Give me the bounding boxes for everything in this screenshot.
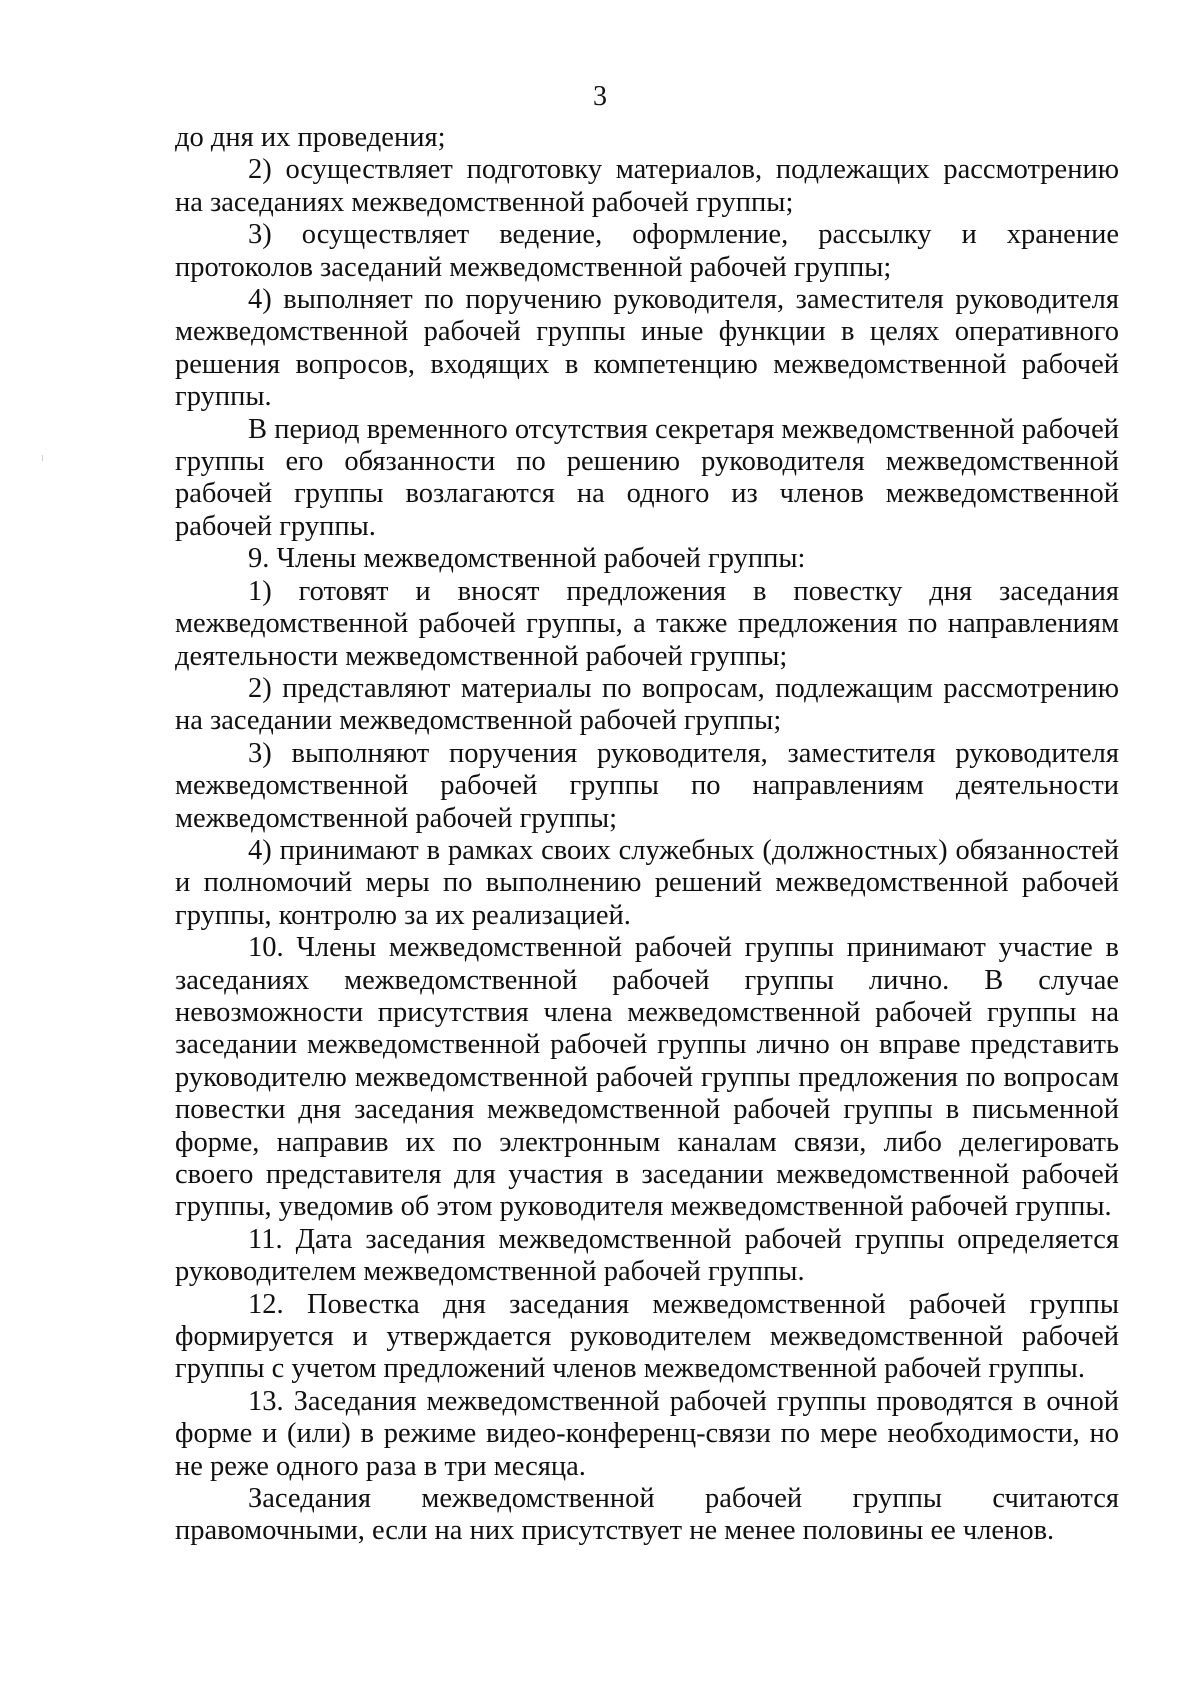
paragraph-members-duty-2: 2) представляют материалы по вопросам, подлежащим рассмотрению на заседании межведомственной рабочей группы; — [175, 672, 1119, 737]
paragraph-continuation: до дня их проведения; — [175, 122, 446, 153]
document-body — [175, 122, 1119, 1548]
paragraph-secretary-duty-4: 4) выполняет по поручению руководителя, заместителя руководителя межведомственной рабочей группы иные функции в целях оперативного решения вопросов, входящих в компетенцию межведомственной рабочей группы. — [175, 284, 1119, 413]
page-number: 3 — [593, 81, 607, 112]
paragraph-section-9: 9. Члены межведомственной рабочей группы: — [248, 543, 806, 575]
paragraph-section-11: 11. Дата заседания межведомственной рабочей группы определяется руководителем межведомственной рабочей группы. — [175, 1223, 1119, 1288]
paragraph-secretary-duty-2: 2) осуществляет подготовку материалов, подлежащих рассмотрению на заседаниях межведомственной рабочей группы; — [175, 154, 1119, 218]
paragraph-secretary-duty-3: 3) осуществляет ведение, оформление, рассылку и хранение протоколов заседаний межведомственной рабочей группы; — [175, 219, 1119, 283]
paragraph-members-duty-4: 4) принимают в рамках своих служебных (должностных) обязанностей и полномочий меры по выполнению решений межведомственной рабочей группы, контролю за их реализацией. — [175, 834, 1119, 931]
paragraph-members-duty-3: 3) выполняют поручения руководителя, заместителя руководителя межведомственной рабочей группы по направлениям деятельности межведомственной рабочей группы; — [175, 737, 1119, 834]
paragraph-members-duty-1: 1) готовят и вносят предложения в повестку дня заседания межведомственной рабочей группы, а также предложения по направлениям деятельности межведомственной рабочей группы; — [175, 575, 1119, 672]
paragraph-quorum: Заседания межведомственной рабочей группы считаются правомочными, если на них присутствует не менее половины ее членов. — [175, 1483, 1119, 1547]
paragraph-secretary-absence: В период временного отсутствия секретаря межведомственной рабочей группы его обязанности по решению руководителя межведомственной рабочей группы возлагаются на одного из членов межведомственной рабочей группы. — [175, 413, 1119, 542]
paragraph-section-10: 10. Члены межведомственной рабочей группы принимают участие в заседаниях межведомственной рабочей группы лично. В случае невозможности присутствия члена межведомственной рабочей группы на заседании межведомственной рабочей группы лично он вправе представить руководителю межведомственной рабочей группы предложения по вопросам повестки дня заседания межведомственной рабочей группы в письменной форме, направив их по электронным каналам связи, либо делегировать своего представителя для участия в заседании межведомственной рабочей группы, уведомив об этом руководителя межведомственной рабочей группы. — [175, 932, 1119, 1223]
scan-mark — [42, 455, 43, 461]
paragraph-section-12: 12. Повестка дня заседания межведомственной рабочей группы формируется и утверждается руководителем межведомственной рабочей группы с учетом предложений членов межведомственной рабочей группы. — [175, 1288, 1119, 1385]
paragraph-section-13: 13. Заседания межведомственной рабочей группы проводятся в очной форме и (или) в режиме видео-конференц-связи по мере необходимости, но не реже одного раза в три месяца. — [175, 1385, 1119, 1482]
